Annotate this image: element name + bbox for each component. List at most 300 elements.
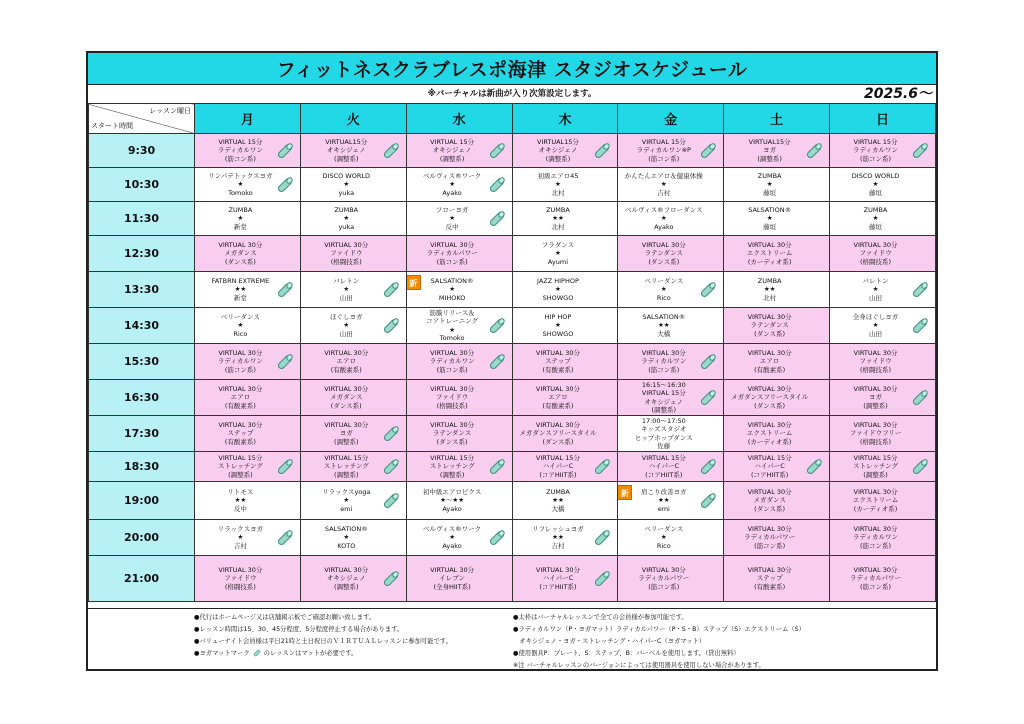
lesson-text: ★ — [766, 214, 773, 223]
yoga-mat-icon — [275, 175, 295, 195]
lesson-text: ZUMBA — [546, 206, 570, 215]
lesson-text: ステップ — [545, 357, 571, 366]
day-header: 金 — [618, 104, 724, 134]
lesson-text: (カーディオ系) — [853, 504, 898, 513]
lesson-text: エクストリーム — [746, 249, 793, 258]
lesson-text: VIRTUAL 30分 — [218, 241, 263, 250]
lesson-text: VIRTUAL 30分 — [747, 525, 792, 534]
lesson-text: (筋コン系) — [648, 582, 680, 591]
lesson-text: VIRTUAL 30分 — [218, 421, 263, 430]
lesson-text: VIRTUAL 30分 — [218, 566, 263, 575]
lesson-text: 吉村 — [233, 541, 247, 550]
lesson-text: 初級エアロ45 — [537, 172, 579, 181]
lesson-text: ヨガ — [763, 146, 777, 155]
footer-note: のレッスンはマットが必要です。 — [263, 650, 358, 657]
lesson-text: かんたんエアロ＆健康体操 — [624, 172, 703, 181]
page-title: フィットネスクラブレスポ海津 スタジオスケジュール — [88, 53, 936, 85]
start-time: 9:30 — [89, 134, 195, 168]
lesson-text: (コアHIIT系) — [539, 470, 577, 479]
virtual-lesson-cell — [406, 452, 512, 482]
start-time: 13:30 — [89, 272, 195, 308]
start-date: 2025.6～ — [863, 86, 932, 102]
lesson-text: 17:00～17:50 — [641, 417, 686, 426]
lesson-text: ファイドウ — [224, 574, 257, 583]
lesson-text: (ダンス系) — [330, 401, 362, 410]
virtual-lesson-cell — [195, 236, 301, 272]
lesson-text: リンパデトックスヨガ — [208, 172, 273, 181]
virtual-lesson-cell — [618, 452, 724, 482]
virtual-lesson-cell — [512, 416, 618, 452]
yoga-mat-icon — [910, 457, 930, 477]
lesson-text: オキシジェノ — [644, 397, 684, 406]
lesson-text: エアロ — [759, 357, 780, 366]
lesson-text: ★ — [555, 321, 561, 330]
lesson-text: VIRTUAL 30分 — [641, 349, 686, 358]
lesson-text: 北村 — [551, 188, 565, 197]
lesson-text: (コアHIIT系) — [645, 470, 683, 479]
lesson-cell — [195, 272, 301, 308]
lesson-text: ★ — [343, 496, 350, 505]
yoga-mat-icon — [487, 352, 507, 372]
lesson-cell — [406, 168, 512, 202]
yoga-mat-icon — [487, 316, 507, 336]
schedule-row — [89, 168, 936, 202]
lesson-text: (調整系) — [757, 154, 782, 163]
yoga-mat-icon — [275, 141, 295, 161]
lesson-text: VIRTUAL 30分 — [430, 421, 475, 430]
lesson-text: ファイドウフリー — [849, 429, 902, 438]
lesson-text: (コアHIIT系) — [751, 470, 789, 479]
lesson-text: (調整系) — [651, 405, 677, 414]
yoga-mat-icon — [698, 457, 718, 477]
lesson-text: (格闘技系) — [330, 257, 362, 266]
schedule-row — [89, 344, 936, 380]
lesson-text: ラディカルワン — [217, 146, 263, 155]
virtual-lesson-cell — [300, 416, 406, 452]
day-header: 日 — [830, 104, 936, 134]
lesson-text: メガダンスフリースタイル — [519, 429, 597, 438]
lesson-text: ★ — [872, 214, 879, 223]
lesson-text: ほぐしヨガ — [330, 313, 363, 322]
lesson-text: VIRTUAL 30分 — [853, 488, 898, 497]
lesson-cell — [300, 272, 406, 308]
day-header-row — [89, 104, 936, 134]
yoga-mat-icon — [381, 141, 401, 161]
lesson-text: 初中級エアロビクス — [422, 488, 482, 497]
lesson-text: 藤垣 — [763, 188, 777, 197]
lesson-text: VIRTUAL15分 — [325, 138, 368, 147]
lesson-text: DISCO WORLD — [851, 172, 900, 181]
lesson-text: 藤垣 — [869, 188, 883, 197]
yoga-mat-icon — [698, 141, 718, 161]
lesson-text: エアロ — [230, 393, 251, 402]
lesson-text: ★★ — [234, 496, 247, 505]
lesson-text: ZUMBA — [546, 488, 570, 497]
lesson-text: ラテンダンス — [644, 249, 683, 258]
lesson-text: 大橋 — [551, 504, 565, 513]
virtual-lesson-cell — [300, 236, 406, 272]
lesson-text: ファイドウ — [859, 357, 892, 366]
lesson-text: SHOWGO — [542, 329, 574, 338]
lesson-text: ZUMBA — [863, 206, 888, 215]
virtual-lesson-cell — [830, 236, 936, 272]
lesson-text: Ayumi — [547, 257, 568, 266]
lesson-text: バレトン — [862, 277, 889, 286]
yoga-mat-icon — [592, 457, 612, 477]
lesson-text: ★★ — [552, 214, 564, 223]
lesson-text: エクストリーム — [852, 496, 899, 505]
schedule-row — [89, 308, 936, 344]
lesson-text: (調整系) — [863, 401, 888, 410]
start-time-label: スタート時間 — [91, 122, 133, 130]
lesson-cell — [618, 308, 724, 344]
schedule-sheet — [86, 51, 938, 671]
lesson-text: (筋コン系) — [648, 365, 680, 374]
lesson-text: SALSATION® — [642, 313, 686, 322]
yoga-mat-icon — [381, 569, 401, 589]
lesson-text: (筋コン系) — [648, 154, 680, 163]
lesson-text: ★ — [660, 180, 667, 189]
footer-note: ●使用器具P：プレート、S：ステップ、B：バーベルを使用します。（貸出無料） — [513, 650, 740, 657]
yoga-mat-icon — [275, 280, 295, 300]
lesson-text: ハイパーC — [754, 462, 785, 471]
schedule-row — [89, 272, 936, 308]
lesson-text: ★ — [872, 180, 879, 189]
lesson-cell — [195, 168, 301, 202]
lesson-text: ★ — [343, 214, 350, 223]
lesson-cell — [618, 168, 724, 202]
lesson-text: ★ — [449, 533, 456, 542]
lesson-text: VIRTUAL 30分 — [535, 421, 580, 430]
lesson-cell — [724, 272, 830, 308]
start-time: 15:30 — [89, 344, 195, 380]
lesson-text: (調整系) — [333, 437, 359, 446]
lesson-text: ハイパーC — [648, 462, 679, 471]
lesson-text: VIRTUAL 30分 — [853, 566, 898, 575]
lesson-text: ヒップホップダンス — [634, 433, 693, 442]
lesson-text: フラダンス — [541, 241, 575, 250]
lesson-text: エクストリーム — [746, 429, 793, 438]
day-header: 土 — [724, 104, 830, 134]
lesson-text: エアロ — [548, 393, 568, 402]
lesson-text: VIRTUAL 15分 — [218, 138, 263, 147]
lesson-text: 反中 — [445, 222, 459, 231]
lesson-text: JAZZ HIPHOP — [537, 277, 579, 286]
lesson-text: (筋コン系) — [859, 154, 892, 163]
lesson-text: ★ — [343, 180, 350, 189]
schedule-row — [89, 416, 936, 452]
yoga-mat-icon — [592, 528, 612, 548]
lesson-cell — [406, 520, 512, 556]
lesson-text: (調整系) — [545, 154, 571, 163]
virtual-lesson-cell — [300, 344, 406, 380]
lesson-text: ベルヴィス®ワーク — [423, 172, 482, 181]
lesson-text: ベルヴィス®ワーク — [423, 525, 482, 534]
lesson-text: ZUMBA — [228, 206, 253, 215]
lesson-text: ★★ — [657, 496, 670, 505]
lesson-text: VIRTUAL 30分 — [641, 566, 686, 575]
schedule-row — [89, 134, 936, 168]
lesson-text: キッズスタジオ — [641, 425, 687, 434]
lesson-text: VIRTUAL 30分 — [747, 421, 792, 430]
virtual-lesson-cell — [300, 380, 406, 416]
lesson-text: 反中 — [233, 504, 247, 513]
yoga-mat-icon — [910, 141, 930, 161]
lesson-text: (ダンス系) — [754, 504, 786, 513]
corner-cell — [89, 104, 195, 134]
lesson-text: (全身HIIT系) — [433, 582, 471, 591]
footer-right — [513, 612, 933, 672]
virtual-lesson-cell — [724, 520, 830, 556]
lesson-cell — [830, 202, 936, 236]
lesson-text: (筋コン系) — [224, 154, 256, 163]
lesson-text: フローヨガ — [435, 206, 469, 215]
lesson-text: ★★ — [552, 496, 564, 505]
lesson-text: ★ — [237, 321, 244, 330]
lesson-text: VIRTUAL 15分 — [641, 454, 686, 463]
lesson-text: VIRTUAL 15分 — [218, 454, 263, 463]
lesson-text: ストレッチング — [853, 462, 899, 471]
virtual-lesson-cell — [830, 344, 936, 380]
lesson-text: メガダンス — [224, 249, 257, 258]
start-time: 12:30 — [89, 236, 195, 272]
lesson-text: 肩こり改善ヨガ — [641, 488, 687, 497]
lesson-text: ★ — [555, 285, 561, 294]
lesson-text: リフレッシュヨガ — [532, 525, 584, 534]
lesson-text: (格闘技系) — [436, 401, 468, 410]
lesson-text: ラディカルパワー — [744, 533, 796, 542]
virtual-lesson-cell — [300, 134, 406, 168]
lesson-text: Tomoko — [439, 333, 465, 342]
lesson-text: ★ — [872, 285, 879, 294]
lesson-text: emi — [657, 504, 670, 513]
lesson-text: オキシジェノ — [326, 574, 366, 583]
lesson-text: VIRTUAL 30分 — [430, 241, 475, 250]
lesson-cell — [724, 168, 830, 202]
yoga-mat-icon — [487, 209, 507, 229]
start-time: 10:30 — [89, 168, 195, 202]
virtual-lesson-cell — [512, 452, 618, 482]
footer-note: ●ラディカルワン（P・ヨガマット）ラディカルパワー（P・S・B）ステップ（S）エクストリーム（S） — [513, 626, 805, 633]
lesson-text: FATBRN EXTREME — [211, 277, 270, 286]
lesson-text: ★ — [660, 214, 667, 223]
virtual-lesson-cell — [195, 416, 301, 452]
lesson-text: ラディカルワン — [853, 533, 899, 542]
lesson-text: (ダンス系) — [648, 257, 680, 266]
lesson-text: VIRTUAL 30分 — [853, 525, 898, 534]
lesson-cell — [618, 520, 724, 556]
lesson-text: Ayako — [442, 504, 462, 513]
yoga-mat-icon — [381, 280, 401, 300]
yoga-mat-icon — [275, 457, 295, 477]
start-time: 19:00 — [89, 482, 195, 520]
lesson-cell — [300, 520, 406, 556]
lesson-text: VIRTUAL 15分 — [430, 454, 475, 463]
lesson-text: (有酸素系) — [224, 401, 256, 410]
lesson-cell — [195, 202, 301, 236]
yoga-mat-icon — [698, 352, 718, 372]
virtual-note: ※バーチャルは新曲が入り次第設定します。 — [427, 89, 597, 99]
lesson-text: ★★ — [552, 533, 564, 542]
virtual-lesson-cell — [195, 452, 301, 482]
lesson-cell — [406, 272, 512, 308]
footer-note: ※注 バーチャルレッスンのバージョンによっては使用器具を使用しない場合があります。 — [513, 662, 765, 669]
lesson-text: ラテンダンス — [750, 321, 789, 330]
yoga-mat-icon — [487, 457, 507, 477]
start-time: 20:00 — [89, 520, 195, 556]
lesson-text: ★★ — [657, 321, 670, 330]
lesson-text: ★ — [555, 180, 561, 189]
lesson-text: yuka — [338, 222, 355, 231]
lesson-text: ラディカルパワー — [638, 574, 690, 583]
virtual-lesson-cell — [830, 134, 936, 168]
new-badge: 新 — [618, 485, 633, 500]
lesson-text: (コアHIIT系) — [539, 582, 577, 591]
lesson-text: DISCO WORLD — [322, 172, 370, 181]
lesson-text: ZUMBA — [334, 206, 359, 215]
lesson-text: リラックスヨガ — [217, 525, 264, 534]
lesson-cell — [300, 308, 406, 344]
lesson-text: SALSATION® — [748, 206, 792, 215]
lesson-text: (格闘技系) — [859, 365, 892, 374]
lesson-text: (ダンス系) — [436, 437, 468, 446]
virtual-lesson-cell — [195, 380, 301, 416]
lesson-text: (有酸素系) — [542, 401, 574, 410]
virtual-lesson-cell — [618, 344, 724, 380]
lesson-text: VIRTUAL 30分 — [218, 385, 263, 394]
lesson-text: バレトン — [333, 277, 360, 286]
lesson-text: ★ — [555, 249, 561, 258]
lesson-text: (格闘技系) — [859, 257, 892, 266]
lesson-text: ヨガ — [869, 393, 883, 402]
lesson-text: ★ — [237, 533, 244, 542]
virtual-lesson-cell — [618, 134, 724, 168]
lesson-cell — [195, 482, 301, 520]
lesson-text: ラディカルワン — [217, 357, 263, 366]
lesson-text: (調整系) — [333, 470, 359, 479]
virtual-lesson-cell — [195, 344, 301, 380]
lesson-text: (ダンス系) — [754, 329, 786, 338]
lesson-text: ★ — [449, 325, 456, 334]
day-header: 水 — [406, 104, 512, 134]
lesson-text: オキシジェノ — [538, 146, 578, 155]
lesson-text: VIRTUAL 30分 — [430, 385, 475, 394]
yoga-mat-icon — [381, 424, 401, 444]
lesson-text: ★ — [449, 285, 456, 294]
schedule-row — [89, 556, 936, 602]
yoga-mat-icon — [487, 175, 507, 195]
yoga-mat-icon — [381, 316, 401, 336]
lesson-text: (調整系) — [863, 470, 888, 479]
virtual-lesson-cell — [724, 308, 830, 344]
yoga-mat-icon — [381, 491, 401, 511]
lesson-cell — [618, 272, 724, 308]
virtual-lesson-cell — [618, 236, 724, 272]
lesson-text: (調整系) — [439, 470, 465, 479]
lesson-text: 北村 — [551, 222, 565, 231]
lesson-text: (有酸素系) — [754, 582, 786, 591]
lesson-text: ★ — [343, 285, 350, 294]
virtual-lesson-cell — [512, 556, 618, 602]
lesson-text: 全身ほぐしヨガ — [852, 313, 899, 322]
lesson-text: VIRTUAL 30分 — [324, 566, 369, 575]
yoga-mat-icon — [592, 569, 612, 589]
lesson-text: ラテンダンス — [432, 429, 472, 438]
virtual-lesson-cell — [618, 556, 724, 602]
lesson-text: (筋コン系) — [754, 541, 786, 550]
start-time: 11:30 — [89, 202, 195, 236]
yoga-mat-icon — [804, 457, 824, 477]
lesson-text: VIRTUAL15分 — [748, 138, 791, 147]
virtual-lesson-cell — [300, 452, 406, 482]
virtual-lesson-cell — [512, 380, 618, 416]
lesson-text: ★ — [343, 321, 350, 330]
lesson-text: ストレッチング — [217, 462, 263, 471]
lesson-text: ★ — [237, 180, 244, 189]
virtual-lesson-cell — [830, 380, 936, 416]
lesson-text: (有酸素系) — [754, 365, 786, 374]
schedule-body — [89, 134, 936, 602]
lesson-day-label: レッスン曜日 — [149, 107, 191, 115]
virtual-lesson-cell — [830, 482, 936, 520]
lesson-text: 山田 — [869, 329, 883, 338]
lesson-text: (カーディオ系) — [747, 257, 792, 266]
lesson-text: 藤垣 — [763, 222, 777, 231]
lesson-text: ★★ — [763, 285, 776, 294]
lesson-cell — [618, 202, 724, 236]
lesson-text: ファイドウ — [859, 249, 892, 258]
lesson-text: MIHOKO — [438, 293, 466, 302]
footer-note: ●ヨガマットマーク — [194, 650, 250, 657]
lesson-text: VIRTUAL 30分 — [853, 421, 898, 430]
lesson-text: 山田 — [869, 293, 883, 302]
lesson-text: (カーディオ系) — [747, 437, 792, 446]
lesson-cell — [512, 236, 618, 272]
schedule-row — [89, 520, 936, 556]
virtual-lesson-cell — [195, 134, 301, 168]
lesson-text: ★★ — [234, 285, 247, 294]
lesson-text: メガダンス — [330, 393, 363, 402]
lesson-text: 大橋 — [657, 329, 671, 338]
lesson-text: 吉村 — [657, 188, 671, 197]
lesson-text: Ayako — [442, 541, 462, 550]
yoga-mat-icon — [487, 528, 507, 548]
lesson-cell — [406, 202, 512, 236]
virtual-lesson-cell — [724, 416, 830, 452]
lesson-text: VIRTUAL 30分 — [747, 313, 792, 322]
lesson-text: VIRTUAL 15分 — [641, 138, 686, 147]
footer-note: オキシジェノ・ヨガ・ストレッチング・ハイパーC（ヨガマット） — [513, 638, 706, 645]
virtual-lesson-cell — [300, 556, 406, 602]
lesson-cell — [300, 168, 406, 202]
lesson-text: VIRTUAL 30分 — [324, 421, 369, 430]
day-header: 火 — [300, 104, 406, 134]
lesson-cell — [618, 416, 724, 452]
lesson-cell — [300, 482, 406, 520]
virtual-lesson-cell — [406, 236, 512, 272]
footer-notes — [88, 608, 936, 669]
schedule-table — [88, 103, 936, 602]
lesson-text: VIRTUAL 30分 — [853, 241, 898, 250]
lesson-text: ★～★★ — [440, 496, 465, 505]
lesson-text: メガダンスフリースタイル — [731, 393, 809, 402]
lesson-text: 新堂 — [233, 222, 247, 231]
lesson-text: ファイドウ — [330, 249, 363, 258]
schedule-row — [89, 380, 936, 416]
lesson-text: ラディカルワン — [853, 146, 899, 155]
lesson-text: VIRTUAL 30分 — [853, 349, 898, 358]
lesson-text: ラディカルワン※P — [636, 146, 691, 155]
